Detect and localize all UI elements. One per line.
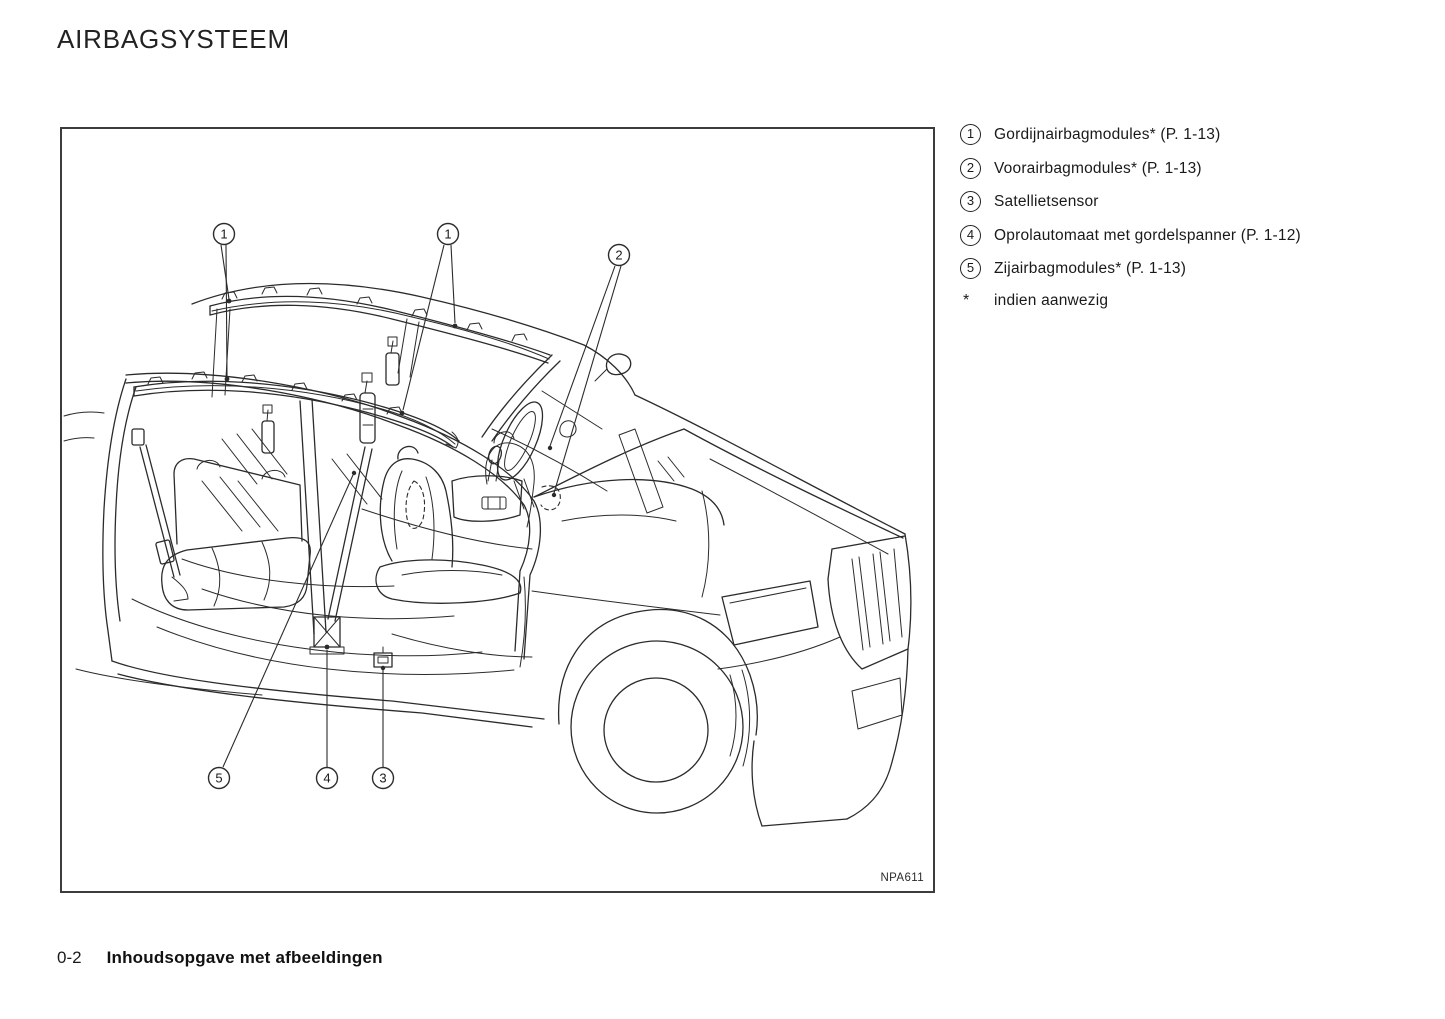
interior-floor — [132, 509, 532, 674]
legend-item-4 — [960, 225, 1400, 246]
legend-footnote — [960, 292, 1400, 310]
footer-page-number: 0-2 — [57, 948, 82, 967]
page-title: AIRBAGSYSTEEM — [57, 24, 290, 54]
legend-number-badge: 1 — [960, 124, 981, 145]
legend-label: Oprolautomaat met gordelspanner (P. 1-12) — [994, 226, 1301, 244]
legend-number-badge: 3 — [960, 191, 981, 212]
vehicle-rear-body — [64, 379, 544, 727]
legend-label: Voorairbagmodules* (P. 1-13) — [994, 159, 1202, 177]
curtain-airbag-rails — [134, 287, 550, 448]
footnote-marker: * — [963, 291, 970, 309]
figure-frame — [60, 127, 935, 893]
footnote-text: indien aanwezig — [994, 291, 1109, 309]
vehicle-diagram — [62, 129, 933, 891]
legend-item-1 — [960, 124, 1400, 145]
legend — [960, 124, 1400, 310]
legend-label: Gordijnairbagmodules* (P. 1-13) — [994, 126, 1221, 143]
svg-text:2: 2 — [615, 247, 623, 263]
legend-number-badge: 5 — [960, 258, 981, 279]
windshield-hood-front — [482, 354, 911, 826]
front-airbag-outline — [541, 486, 560, 510]
callout-5 — [209, 471, 357, 789]
legend-number-badge: 4 — [960, 225, 981, 246]
legend-number-badge: 2 — [960, 158, 981, 179]
svg-text:1: 1 — [220, 226, 228, 242]
footer-section-title: Inhoudsopgave met afbeeldingen — [106, 948, 383, 967]
figure-code: NPA611 — [880, 872, 924, 884]
rear-bench-seat — [132, 429, 310, 610]
callout-4 — [317, 645, 338, 789]
front-wheel — [559, 610, 758, 813]
callout-3 — [373, 666, 394, 789]
svg-text:5: 5 — [215, 770, 223, 786]
svg-text:1: 1 — [444, 226, 452, 242]
legend-item-2 — [960, 158, 1400, 179]
svg-text:4: 4 — [323, 770, 331, 786]
callout-2 — [548, 245, 630, 498]
front-belt-and-sensors — [310, 373, 392, 667]
legend-item-3 — [960, 191, 1400, 212]
page-footer — [57, 948, 383, 968]
side-airbag-outline — [406, 481, 425, 528]
legend-label: Satellietsensor — [994, 193, 1099, 210]
legend-item-5 — [960, 258, 1400, 279]
svg-text:3: 3 — [379, 770, 387, 786]
legend-label: Zijairbagmodules* (P. 1-13) — [994, 260, 1187, 277]
